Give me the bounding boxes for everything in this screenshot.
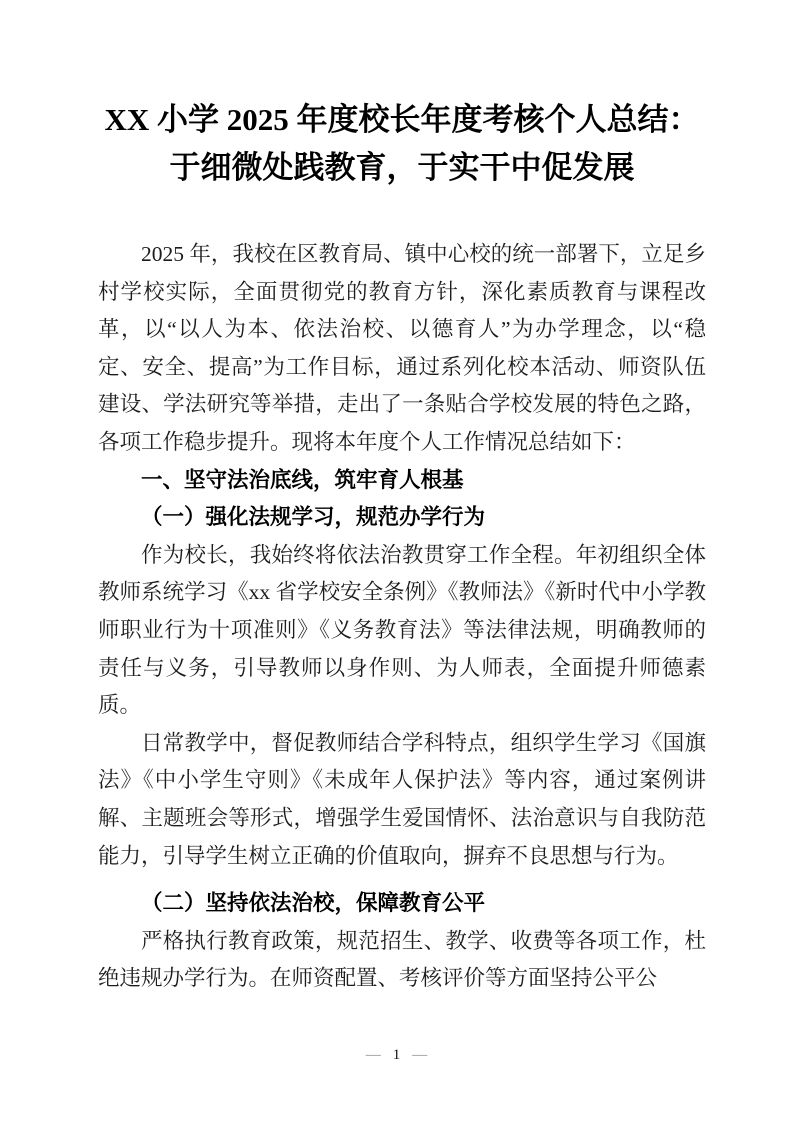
page-footer [0,1046,793,1064]
intro-paragraph: 2025 年，我校在区教育局、镇中心校的统一部署下，立足乡村学校实际，全面贯彻党的教育方针，深化素质教育与课程改革，以“以人为本、依法治校、以德育人”为办学理念，以“稳定、安全、提高”为工作目标，通过系列化校本活动、师资队伍建设、学法研究等举措，走出了一条贴合学校发展的特色之路，各项工作稳步提升。现将本年度个人工作情况总结如下： [98,242,706,454]
page-number: 1 [392,1047,401,1063]
footer-right-dash: — [412,1047,428,1063]
footer-left-dash: — [365,1047,381,1063]
subsection-1-1-paragraph-2: 日常教学中，督促教师结合学科特点，组织学生学习《国旗法》《中小学生守则》《未成年人保护法》等内容，通过案例讲解、主题班会等形式，增强学生爱国情怀、法治意识与自我防范能力，引导学生树立正确的价值取向，摒弃不良思想与行为。 [98,730,706,868]
subsection-1-2-heading: （二）坚持依法治校，保障教育公平 [141,891,486,916]
subsection-1-1-heading: （一）强化法规学习，规范办学行为 [141,505,486,530]
document-title: XX 小学 2025 年度校长年度考核个人总结：于细微处践教育，于实干中促发展 [104,102,700,185]
subsection-1-1-paragraph-1: 作为校长，我始终将依法治教贯穿工作全程。年初组织全体教师系统学习《xx 省学校安全条例》《教师法》《新时代中小学教师职业行为十项准则》《义务教育法》等法律法规，明确教师的责任与义务，引导教师以身作则、为人师表，全面提升师德素质。 [98,542,706,718]
section-1-heading: 一、坚守法治底线，筑牢育人根基 [141,467,464,492]
subsection-1-2-paragraph-1: 严格执行教育政策，规范招生、教学、收费等各项工作，杜绝违规办学行为。在师资配置、考核评价等方面坚持公平公 [98,928,706,991]
